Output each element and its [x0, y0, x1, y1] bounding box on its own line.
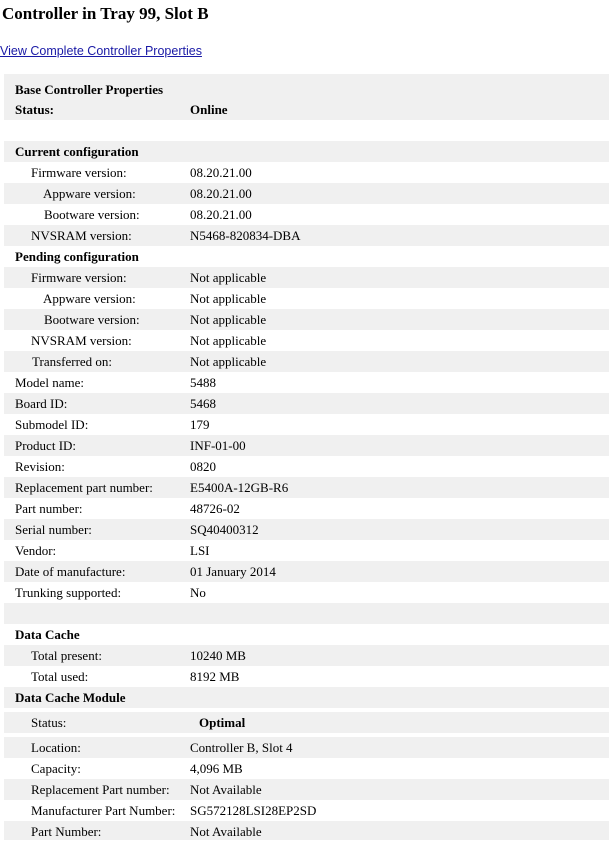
date-label: Date of manufacture: — [15, 564, 126, 579]
total-used-label: Total used: — [31, 669, 89, 684]
cache-module-heading-row — [4, 687, 609, 708]
module-location-row — [4, 737, 609, 758]
pending-firmware-row — [4, 267, 609, 288]
total-used-value: 8192 MB — [190, 669, 240, 684]
pending-nvsram-value: Not applicable — [190, 333, 267, 348]
submodel-row — [4, 414, 609, 435]
model-label: Model name: — [15, 375, 84, 390]
pending-appware-label: Appware version: — [43, 291, 136, 306]
module-replacement-row — [4, 779, 609, 800]
module-replacement-label: Replacement Part number: — [31, 782, 170, 797]
current-bootware-value: 08.20.21.00 — [190, 207, 252, 222]
pending-bootware-label: Bootware version: — [44, 312, 140, 327]
revision-label: Revision: — [15, 459, 65, 474]
module-mfr-row — [4, 800, 609, 821]
current-nvsram-value: N5468-820834-DBA — [190, 228, 301, 243]
date-row — [4, 561, 609, 582]
pending-firmware-label: Firmware version: — [31, 270, 127, 285]
pending-transferred-row — [4, 351, 609, 372]
view-complete-properties-link[interactable]: View Complete Controller Properties — [0, 44, 202, 58]
module-status-label: Status: — [31, 715, 67, 730]
total-present-row — [4, 645, 609, 666]
model-value: 5488 — [190, 375, 216, 390]
module-capacity-row — [4, 758, 609, 779]
module-status-value: Optimal — [199, 715, 246, 730]
spacer-row — [4, 603, 609, 624]
current-firmware-value: 08.20.21.00 — [190, 165, 252, 180]
pending-appware-value: Not applicable — [190, 291, 267, 306]
board-label: Board ID: — [15, 396, 68, 411]
current-appware-label: Appware version: — [43, 186, 136, 201]
total-used-row — [4, 666, 609, 687]
module-part-value: Not Available — [190, 824, 262, 839]
board-row — [4, 393, 609, 414]
module-replacement-value: Not Available — [190, 782, 262, 797]
current-appware-row — [4, 183, 609, 204]
current-heading-row — [4, 141, 609, 162]
pending-firmware-value: Not applicable — [190, 270, 267, 285]
pending-appware-row — [4, 288, 609, 309]
revision-value: 0820 — [190, 459, 216, 474]
pending-transferred-label: Transferred on: — [32, 354, 113, 369]
product-value: INF-01-00 — [190, 438, 246, 453]
current-bootware-label: Bootware version: — [44, 207, 140, 222]
total-present-label: Total present: — [31, 648, 102, 663]
pending-nvsram-label: NVSRAM version: — [31, 333, 132, 348]
status-value: Online — [190, 102, 228, 117]
current-appware-value: 08.20.21.00 — [190, 186, 252, 201]
replacement-value: E5400A-12GB-R6 — [190, 480, 289, 495]
part-row — [4, 498, 609, 519]
base-heading: Base Controller Properties — [15, 82, 164, 97]
submodel-label: Submodel ID: — [15, 417, 89, 432]
vendor-label: Vendor: — [15, 543, 57, 558]
trunking-value: No — [190, 585, 206, 600]
serial-label: Serial number: — [15, 522, 92, 537]
cache-heading-row — [4, 624, 609, 645]
current-firmware-row — [4, 162, 609, 183]
part-value: 48726-02 — [190, 501, 240, 516]
serial-value: SQ40400312 — [190, 522, 259, 537]
module-capacity-label: Capacity: — [31, 761, 81, 776]
pending-bootware-value: Not applicable — [190, 312, 267, 327]
model-row — [4, 372, 609, 393]
module-location-value: Controller B, Slot 4 — [190, 740, 293, 755]
pending-nvsram-row — [4, 330, 609, 351]
total-present-value: 10240 MB — [190, 648, 246, 663]
module-capacity-value: 4,096 MB — [190, 761, 243, 776]
vendor-row — [4, 540, 609, 561]
pending-transferred-value: Not applicable — [190, 354, 267, 369]
current-nvsram-row — [4, 225, 609, 246]
current-bootware-row — [4, 204, 609, 225]
replacement-row — [4, 477, 609, 498]
part-label: Part number: — [15, 501, 83, 516]
pending-bootware-row — [4, 309, 609, 330]
page-title: Controller in Tray 99, Slot B — [2, 4, 209, 23]
product-label: Product ID: — [15, 438, 77, 453]
data-cache-module-heading: Data Cache Module — [15, 690, 126, 705]
spacer-row — [4, 120, 609, 141]
board-value: 5468 — [190, 396, 216, 411]
current-firmware-label: Firmware version: — [31, 165, 127, 180]
status-row — [4, 99, 609, 120]
status-label: Status: — [15, 102, 55, 117]
pending-config-heading: Pending configuration — [15, 249, 139, 264]
module-location-label: Location: — [31, 740, 81, 755]
vendor-value: LSI — [190, 543, 210, 558]
serial-row — [4, 519, 609, 540]
current-nvsram-label: NVSRAM version: — [31, 228, 132, 243]
properties-panel — [4, 74, 609, 840]
revision-row — [4, 456, 609, 477]
module-mfr-label: Manufacturer Part Number: — [31, 803, 176, 818]
module-part-row — [4, 821, 609, 842]
submodel-value: 179 — [190, 417, 210, 432]
product-row — [4, 435, 609, 456]
module-mfr-value: SG572128LSI28EP2SD — [190, 803, 317, 818]
trunking-label: Trunking supported: — [15, 585, 122, 600]
module-part-label: Part Number: — [31, 824, 102, 839]
date-value: 01 January 2014 — [190, 564, 276, 579]
pending-heading-row — [4, 246, 609, 267]
replacement-label: Replacement part number: — [15, 480, 153, 495]
current-config-heading: Current configuration — [15, 144, 139, 159]
data-cache-heading: Data Cache — [15, 627, 80, 642]
trunking-row — [4, 582, 609, 603]
base-heading-row — [4, 79, 609, 100]
module-status-row — [4, 712, 609, 733]
